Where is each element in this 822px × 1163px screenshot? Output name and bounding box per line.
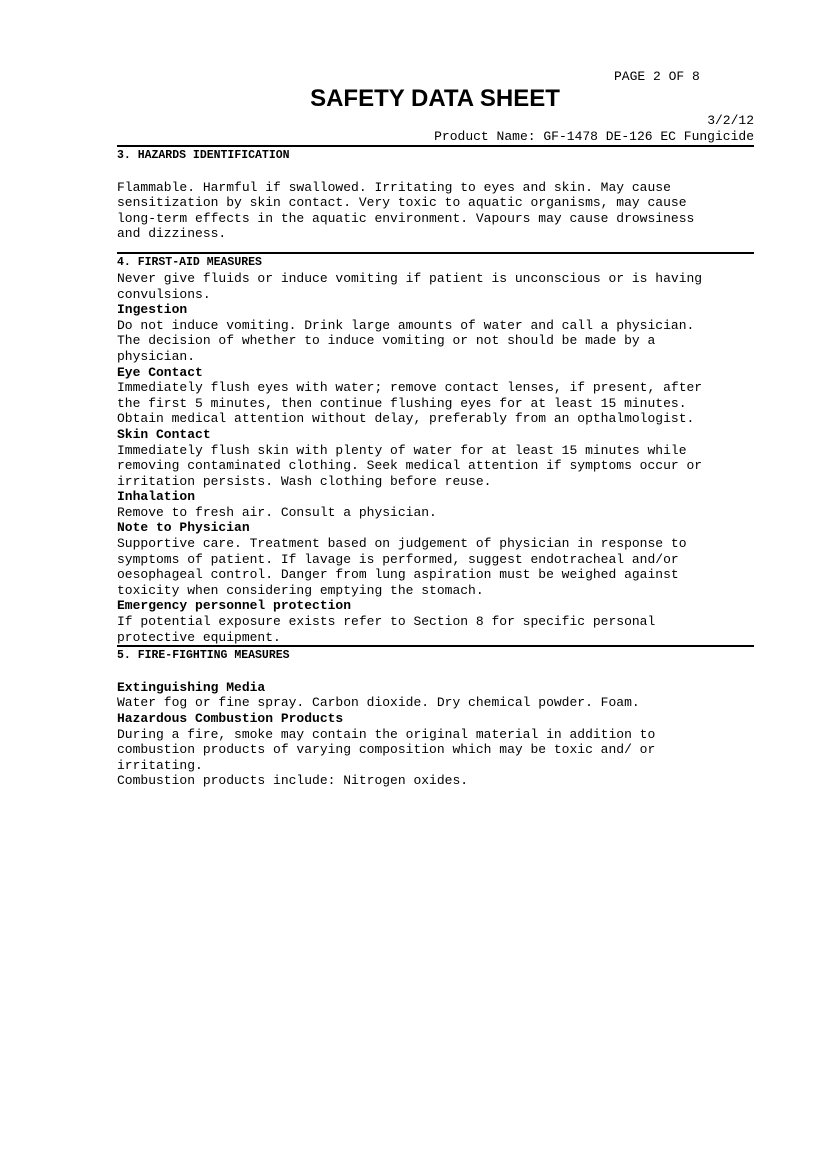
section-fire-fighting-measures xyxy=(117,645,754,789)
text-line: oesophageal control. Danger from lung aspiration must be weighed against xyxy=(117,567,679,583)
product-name-line xyxy=(434,129,754,145)
text-line: toxicity when considering emptying the stomach. xyxy=(117,582,484,598)
subsection-heading-extinguishing-media: Extinguishing Media xyxy=(117,679,266,695)
text-line: Immediately flush eyes with water; remove contact lenses, if present, after xyxy=(117,380,703,396)
page-number: PAGE 2 OF 8 xyxy=(614,69,700,84)
subsection-heading-hazardous-combustion: Hazardous Combustion Products xyxy=(117,711,344,726)
text-line: Immediately flush skin with plenty of water for at least 15 minutes while xyxy=(117,442,687,458)
subsection-heading-emergency-personnel: Emergency personnel protection xyxy=(117,598,352,614)
text-line: protective equipment. xyxy=(117,629,281,645)
text-line: Supportive care. Treatment based on judgement of physician in response to xyxy=(117,536,687,552)
text-line: Flammable. Harmful if swallowed. Irritating to eyes and skin. May cause xyxy=(117,179,671,195)
product-name-label: Product Name: xyxy=(434,129,536,144)
section-heading: 4. FIRST-AID MEASURES xyxy=(117,255,262,269)
product-name-value: GF-1478 DE-126 EC Fungicide xyxy=(543,129,754,144)
subsection-heading-ingestion: Ingestion xyxy=(117,302,188,318)
section-heading: 5. FIRE-FIGHTING MEASURES xyxy=(117,649,290,663)
text-line: Do not induce vomiting. Drink large amounts of water and call a physician. xyxy=(117,317,695,333)
section-heading: 3. HAZARDS IDENTIFICATION xyxy=(117,149,290,162)
text-line: symptoms of patient. If lavage is performed, suggest endotracheal and/or xyxy=(117,551,679,567)
document-title: SAFETY DATA SHEET xyxy=(310,85,560,112)
section-first-aid-measures xyxy=(117,252,754,645)
text-line: sensitization by skin contact. Very toxic to aquatic organisms, may cause xyxy=(117,195,687,211)
text-line: Combustion products include: Nitrogen oxides. xyxy=(117,773,469,789)
section-text xyxy=(117,180,754,242)
text-line: Never give fluids or induce vomiting if patient is unconscious or is having xyxy=(117,270,703,286)
document-body xyxy=(117,145,754,789)
subsection-heading-note-to-physician: Note to Physician xyxy=(117,520,250,536)
subsection-heading-eye-contact: Eye Contact xyxy=(117,364,203,380)
section-hazards-identification xyxy=(117,145,754,252)
text-line: Remove to fresh air. Consult a physician. xyxy=(117,504,437,520)
text-line: long-term effects in the aquatic environment. Vapours may cause drowsiness xyxy=(117,210,695,226)
text-line: irritation persists. Wash clothing before reuse. xyxy=(117,473,492,489)
text-line: The decision of whether to induce vomiting or not should be made by a xyxy=(117,333,656,349)
text-line: During a fire, smoke may contain the original material in addition to xyxy=(117,726,656,742)
text-line: and dizziness. xyxy=(117,226,227,242)
text-line: irritating. xyxy=(117,757,203,773)
text-line: If potential exposure exists refer to Section 8 for specific personal xyxy=(117,614,656,630)
text-line: removing contaminated clothing. Seek medical attention if symptoms occur or xyxy=(117,458,703,474)
text-line: physician. xyxy=(117,348,196,364)
subsection-heading-skin-contact: Skin Contact xyxy=(117,426,211,442)
text-line: combustion products of varying composition which may be toxic and/ or xyxy=(117,742,656,758)
document-date: 3/2/12 xyxy=(707,113,754,128)
text-line: the first 5 minutes, then continue flushing eyes for at least 15 minutes. xyxy=(117,395,687,411)
text-line: Water fog or fine spray. Carbon dioxide. Dry chemical powder. Foam. xyxy=(117,695,640,711)
subsection-heading-inhalation: Inhalation xyxy=(117,489,196,505)
text-line: Obtain medical attention without delay, preferably from an opthalmologist. xyxy=(117,411,695,427)
text-line: convulsions. xyxy=(117,286,211,302)
